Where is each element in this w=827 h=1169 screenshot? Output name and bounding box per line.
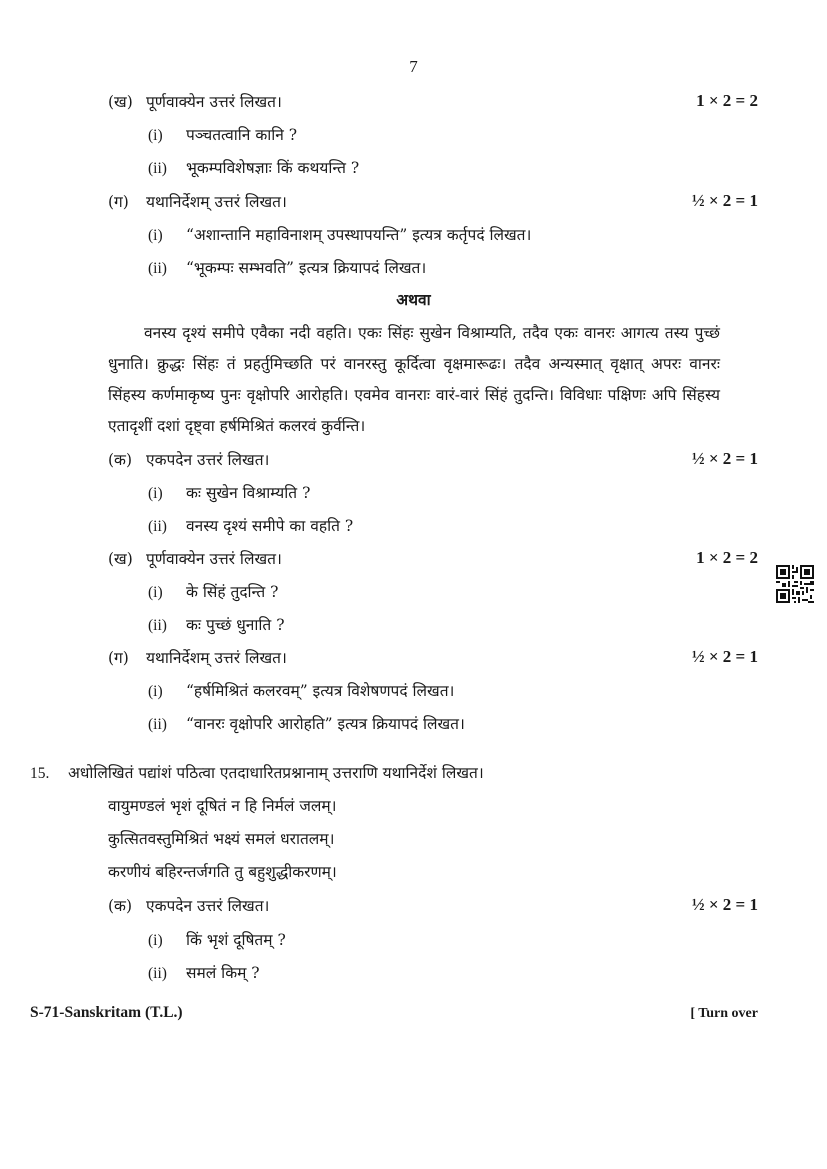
subquestion: [148, 615, 285, 636]
label-ka: (क): [108, 897, 132, 915]
subquestion: [148, 930, 286, 951]
question-number: 15.: [30, 765, 50, 782]
item-text: किं भृशं दूषितम् ?: [186, 931, 286, 949]
item-text: “अशान्तानि महाविनाशम् उपस्थापयन्ति” इत्यत्र कर्तृपदं लिखत।: [186, 226, 532, 244]
item-number: (ii): [148, 716, 167, 733]
item-text: वनस्य दृश्यं समीपे का वहति ?: [186, 517, 354, 535]
question-text: एकपदेन उत्तरं लिखत।: [146, 897, 270, 915]
question-text: यथानिर्देशम् उत्तरं लिखत।: [146, 649, 287, 667]
item-text: कः सुखेन विश्राम्यति ?: [186, 484, 311, 502]
subquestion: [148, 125, 297, 146]
subquestion: [148, 582, 278, 603]
item-number: (ii): [148, 965, 167, 982]
item-number: (ii): [148, 617, 167, 634]
qr-code-icon: [776, 565, 814, 603]
question-text: पूर्णवाक्येन उत्तरं लिखत।: [146, 550, 282, 568]
question-text: यथानिर्देशम् उत्तरं लिखत।: [146, 193, 287, 211]
question-ka: [108, 896, 269, 916]
question-text: एकपदेन उत्तरं लिखत।: [146, 451, 270, 469]
item-text: “भूकम्पः सम्भवति” इत्यत्र क्रियापदं लिखत।: [186, 259, 427, 277]
item-text: कः पुच्छं धुनाति ?: [186, 616, 285, 634]
marks: ½ × 2 = 1: [691, 647, 758, 666]
item-number: (i): [148, 932, 163, 949]
item-text: पञ्चतत्वानि कानि ?: [186, 126, 298, 144]
question-kha: [108, 549, 282, 569]
verse-line: वायुमण्डलं भृशं दूषितं न हि निर्मलं जलम्।: [108, 797, 337, 815]
question-instruction: अधोलिखितं पद्यांशं पठित्वा एतदाधारितप्रश्नानाम् उत्तराणि यथानिर्देशं लिखत।: [68, 764, 484, 782]
label-ga: (ग): [108, 193, 129, 211]
item-number: (i): [148, 584, 163, 601]
label-kha: (ख): [108, 550, 133, 568]
turn-over: [ Turn over: [690, 1006, 758, 1021]
item-number: (i): [148, 485, 163, 502]
subquestion: [148, 258, 426, 279]
question-ga: [108, 192, 287, 212]
marks: 1 × 2 = 2: [696, 548, 758, 567]
marks: ½ × 2 = 1: [691, 895, 758, 914]
question-ga: [108, 648, 287, 668]
item-text: के सिंहं तुदन्ति ?: [186, 583, 279, 601]
item-number: (ii): [148, 160, 167, 177]
item-text: समलं किम् ?: [186, 964, 260, 982]
marks: 1 × 2 = 2: [696, 91, 758, 110]
item-number: (i): [148, 227, 163, 244]
marks: ½ × 2 = 1: [691, 191, 758, 210]
marks: ½ × 2 = 1: [691, 449, 758, 468]
label-ga: (ग): [108, 649, 129, 667]
question-kha: [108, 92, 282, 112]
subquestion: [148, 225, 531, 246]
athava-heading: अथवा: [396, 290, 431, 309]
passage: वनस्य दृश्यं समीपे एवैका नदी वहति। एकः सिंहः सुखेन विश्राम्यति, तदैव एकः वानरः आगत्य तस्य पुच्छं धुनाति। क्रुद्धः सिंहः तं प्रहर्तुमिच्छति परं वानरस्तु कूर्दित्वा वृक्षमारूढः। तदैव अन्यस्मात् वृक्षात् अपरः वानरः सिंहस्य कर्णमाकृष्य पुनः वृक्षोपरि आरोहति। एवमेव वानराः वारं-वारं सिंहं तुदन्ति। विविधाः पक्षिणः अपि सिंहस्य एतादृशीं दशां दृष्ट्वा हर्षमिश्रितं कलरवं कुर्वन्ति।: [108, 324, 720, 435]
page-number: 7: [409, 57, 418, 76]
question-text: पूर्णवाक्येन उत्तरं लिखत।: [146, 93, 282, 111]
item-number: (i): [148, 127, 163, 144]
question-15: [30, 763, 484, 784]
item-text: “वानरः वृक्षोपरि आरोहति” इत्यत्र क्रियापदं लिखत।: [186, 715, 465, 733]
label-kha: (ख): [108, 93, 133, 111]
label-ka: (क): [108, 451, 132, 469]
paper-code: S-71-Sanskritam (T.L.): [30, 1004, 183, 1021]
subquestion: [148, 483, 310, 504]
verse-line: करणीयं बहिरन्तर्जगति तु बहुशुद्धीकरणम्।: [108, 863, 337, 881]
verse-line: कुत्सितवस्तुमिश्रितं भक्ष्यं समलं धरातलम्।: [108, 830, 335, 848]
subquestion: [148, 963, 260, 984]
subquestion: [148, 516, 353, 537]
subquestion: [148, 714, 465, 735]
question-ka: [108, 450, 269, 470]
item-text: भूकम्पविशेषज्ञाः किं कथयन्ति ?: [186, 159, 360, 177]
item-number: (ii): [148, 518, 167, 535]
item-number: (i): [148, 683, 163, 700]
subquestion: [148, 681, 454, 702]
item-number: (ii): [148, 260, 167, 277]
item-text: “हर्षमिश्रितं कलरवम्” इत्यत्र विशेषणपदं लिखत।: [186, 682, 455, 700]
subquestion: [148, 158, 359, 179]
